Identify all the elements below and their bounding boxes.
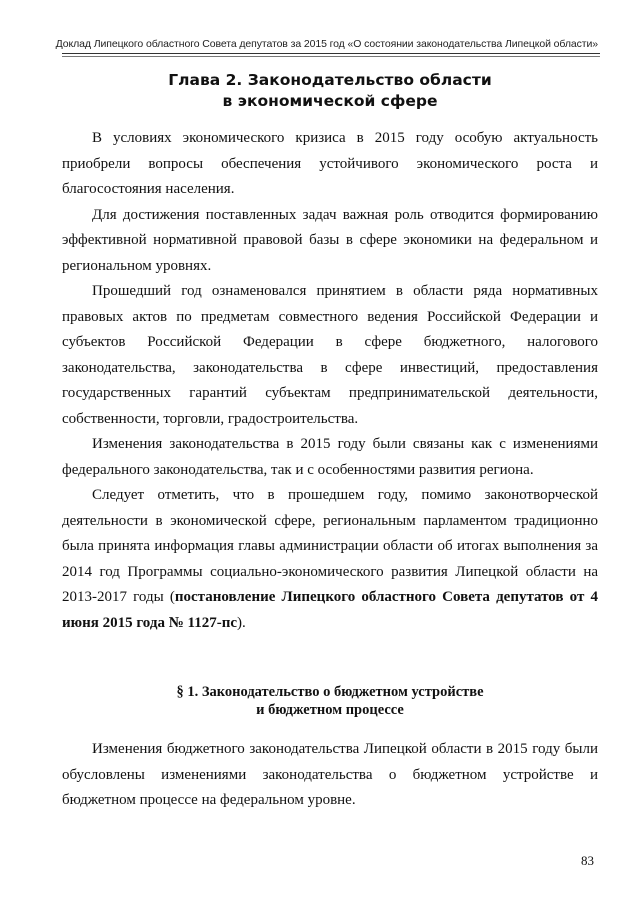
chapter-title-line-2: в экономической сфере bbox=[222, 92, 438, 110]
chapter-title-line-1: Глава 2. Законодательство области bbox=[168, 71, 492, 89]
paragraph: Изменения законодательства в 2015 году были связаны как с изменениями федерального законодательства, так и с особенностями развития региона. bbox=[62, 436, 598, 478]
header-rule-secondary bbox=[62, 56, 600, 57]
section-title bbox=[62, 683, 598, 719]
paragraph: Для достижения поставленных задач важная роль отводится формированию эффективной нормативной правовой базы в сфере экономики на федеральном и региональном уровнях. bbox=[62, 206, 598, 274]
legal-reference: постановление Липецкого областного Совета депутатов от 4 июня 2015 года № 1127-пс bbox=[62, 589, 598, 631]
section-body bbox=[62, 737, 598, 814]
paragraph: В условиях экономического кризиса в 2015 году особую актуальность приобрели вопросы обеспечения устойчивого экономического роста и благосостояния населения. bbox=[62, 130, 598, 197]
paragraph-text: Следует отметить, что в прошедшем году, помимо законотворческой деятельности в экономической сфере, региональным парламентом традиционно была принята информация главы администрации области об итогах выполнения за 2014 год Программы социально-экономического развития Липецкой области на 2013-2017 годы ( bbox=[62, 487, 598, 605]
paragraph-text-end: ). bbox=[237, 614, 246, 631]
paragraph: Прошедший год ознаменовался принятием в области ряда нормативных правовых актов по предметам совместного ведения Российской Федерации и субъектов Российской Федерации в сфере бюджетного, налогового законодательства, законодательства в сфере инвестиций, предоставления государственных гарантий субъектам предпринимательской деятельности, собственности, торговли, градостроительства. bbox=[62, 283, 598, 427]
section-title-line-1: § 1. Законодательство о бюджетном устройстве bbox=[176, 684, 484, 700]
running-header: Доклад Липецкого областного Совета депутатов за 2015 год «О состоянии законодательства Липецкой области» bbox=[55, 38, 598, 50]
section-title-line-2: и бюджетном процессе bbox=[256, 702, 404, 718]
paragraph: Изменения бюджетного законодательства Липецкой области в 2015 году были обусловлены изменениями законодательства о бюджетном устройстве и бюджетном процессе на федеральном уровне. bbox=[62, 741, 598, 808]
chapter-body bbox=[62, 126, 598, 636]
page-number: 83 bbox=[581, 853, 594, 868]
chapter-title bbox=[62, 70, 598, 112]
paragraph-with-reference bbox=[62, 483, 598, 636]
header-rule bbox=[62, 53, 600, 54]
